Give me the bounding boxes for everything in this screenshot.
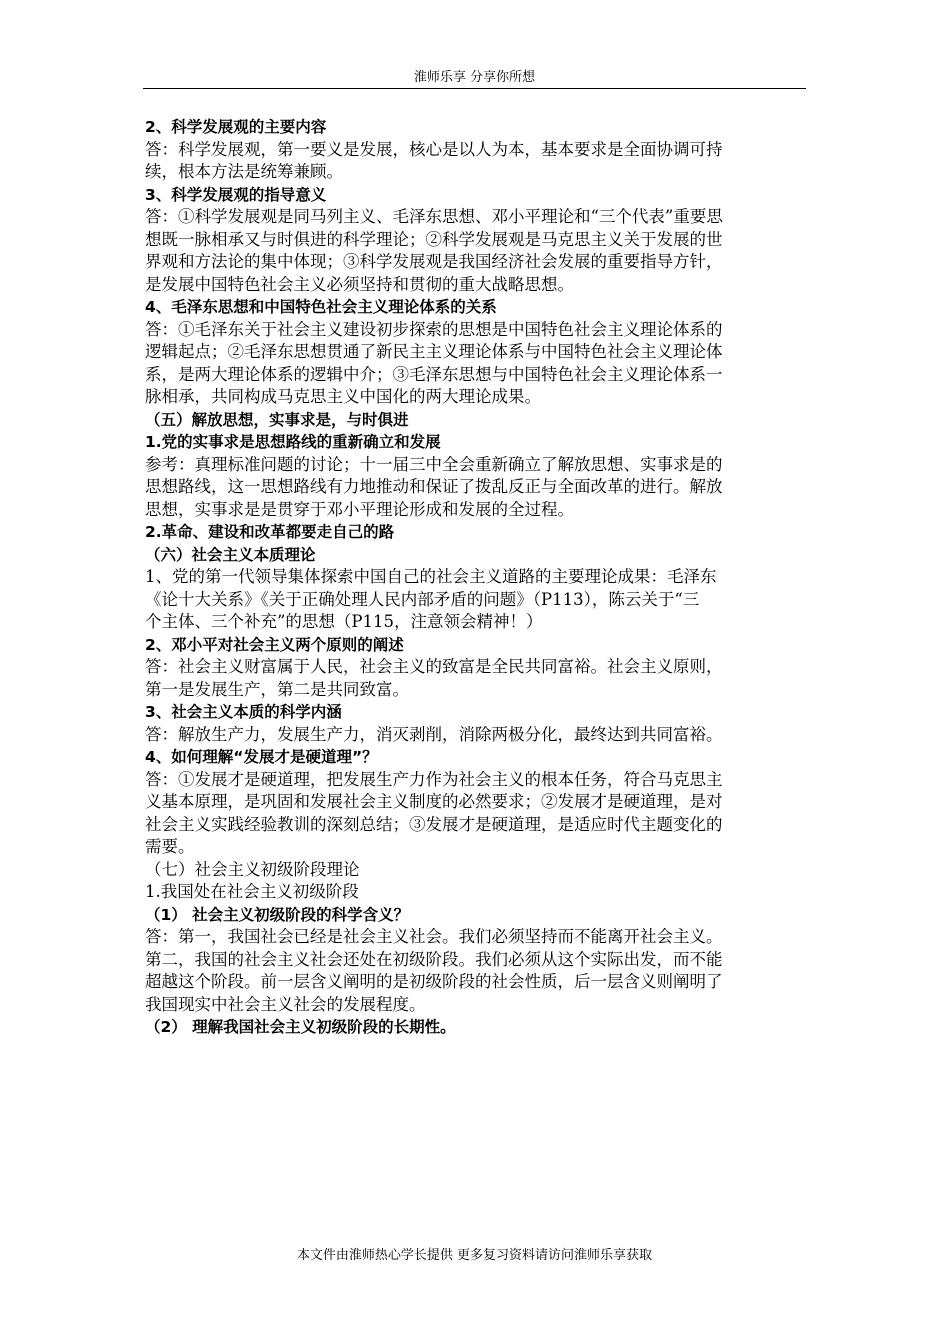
section-heading: 2.革命、建设和改革都要走自己的路	[145, 523, 395, 541]
section-heading: 4、毛泽东思想和中国特色社会主义理论体系的关系	[145, 298, 497, 316]
text-line: 脉相承，共同构成马克思主义中国化的两大理论成果。	[145, 387, 541, 406]
text-line: 参考：真理标准问题的讨论；十一届三中全会重新确立了解放思想、实事求是的	[145, 454, 723, 474]
document-body	[145, 116, 805, 1039]
text-line: 答：第一，我国社会已经是社会主义社会。我们必须坚持而不能离开社会主义。	[145, 927, 723, 946]
text-line: 超越这个阶段。前一层含义阐明的是初级阶段的社会性质，后一层含义则阐明了	[145, 972, 723, 991]
text-line: 第一是发展生产，第二是共同致富。	[145, 679, 409, 699]
page-footer: 本文件由淮师热心学长提供 更多复习资料请访问淮师乐享获取	[296, 1248, 653, 1263]
text-line: 义基本原理，是巩固和发展社会主义制度的必然要求；②发展才是硬道理，是对	[145, 792, 723, 811]
text-line: 1、党的第一代领导集体探索中国自己的社会主义道路的主要理论成果：毛泽东	[145, 567, 717, 586]
text-line: 需要。	[145, 837, 195, 856]
text-line: 答：社会主义财富属于人民，社会主义的致富是全民共同富裕。社会主义原则，	[145, 657, 723, 676]
text-line: 系，是两大理论体系的逻辑中介；③毛泽东思想与中国特色社会主义理论体系一	[145, 364, 723, 384]
section-heading: （1） 社会主义初级阶段的科学含义？	[145, 905, 410, 924]
text-line: 思想路线，这一思想路线有力地推动和保证了拨乱反正与全面改革的进行。解放	[145, 477, 723, 496]
section-heading: 4、如何理解“发展才是硬道理”？	[145, 748, 378, 766]
section-heading: 3、社会主义本质的科学内涵	[145, 703, 342, 721]
text-line: 个主体、三个补充”的思想（P115，注意领会精神！）	[145, 612, 543, 631]
text-line: 界观和方法论的集中体现；③科学发展观是我国经济社会发展的重要指导方针，	[145, 252, 723, 271]
text-line: 我国现实中社会主义社会的发展程度。	[145, 994, 426, 1014]
text-line: 是发展中国特色社会主义必须坚持和贯彻的重大战略思想。	[145, 274, 574, 294]
page-header: 淮师乐享 分享你所想	[413, 70, 536, 85]
section-heading: 3、科学发展观的指导意义	[145, 185, 327, 204]
section-heading: （六）社会主义本质理论	[145, 545, 316, 564]
text-line: 续，根本方法是统筹兼顾。	[145, 162, 343, 181]
text-line: 社会主义实践经验教训的深刻总结；③发展才是硬道理，是适应时代主题变化的	[145, 814, 723, 834]
section-heading: 1.党的实事求是思想路线的重新确立和发展	[145, 433, 441, 451]
section-heading: 2、邓小平对社会主义两个原则的阐述	[145, 635, 404, 654]
text-line: 答：科学发展观，第一要义是发展，核心是以人为本，基本要求是全面协调可持	[145, 139, 723, 159]
header-divider	[143, 88, 806, 89]
text-line: 答：解放生产力，发展生产力，消灭剥削，消除两极分化，最终达到共同富裕。	[145, 724, 723, 744]
text-line: 思想，实事求是是贯穿于邓小平理论形成和发展的全过程。	[145, 499, 574, 519]
text-line: 想既一脉相承又与时俱进的科学理论；②科学发展观是马克思主义关于发展的世	[145, 229, 723, 249]
section-heading: （2） 理解我国社会主义初级阶段的长期性。	[145, 1018, 456, 1036]
text-line: 答：①科学发展观是同马列主义、毛泽东思想、邓小平理论和“三个代表”重要思	[145, 207, 723, 226]
text-line: 《论十大关系》《关于正确处理人民内部矛盾的问题》（P113），陈云关于“三	[145, 589, 700, 609]
text-line: （七）社会主义初级阶段理论	[145, 859, 360, 879]
text-line: 第二，我国的社会主义社会还处在初级阶段。我们必须从这个实际出发，而不能	[145, 949, 723, 969]
section-heading: （五）解放思想，实事求是，与时俱进	[145, 410, 409, 429]
text-line: 1.我国处在社会主义初级阶段	[145, 882, 359, 901]
text-line: 答：①发展才是硬道理，把发展生产力作为社会主义的根本任务，符合马克思主	[145, 769, 723, 789]
text-line: 答：①毛泽东关于社会主义建设初步探索的思想是中国特色社会主义理论体系的	[145, 319, 723, 339]
text-line: 逻辑起点；②毛泽东思想贯通了新民主主义理论体系与中国特色社会主义理论体	[145, 342, 723, 361]
section-heading: 2、科学发展观的主要内容	[145, 118, 327, 136]
